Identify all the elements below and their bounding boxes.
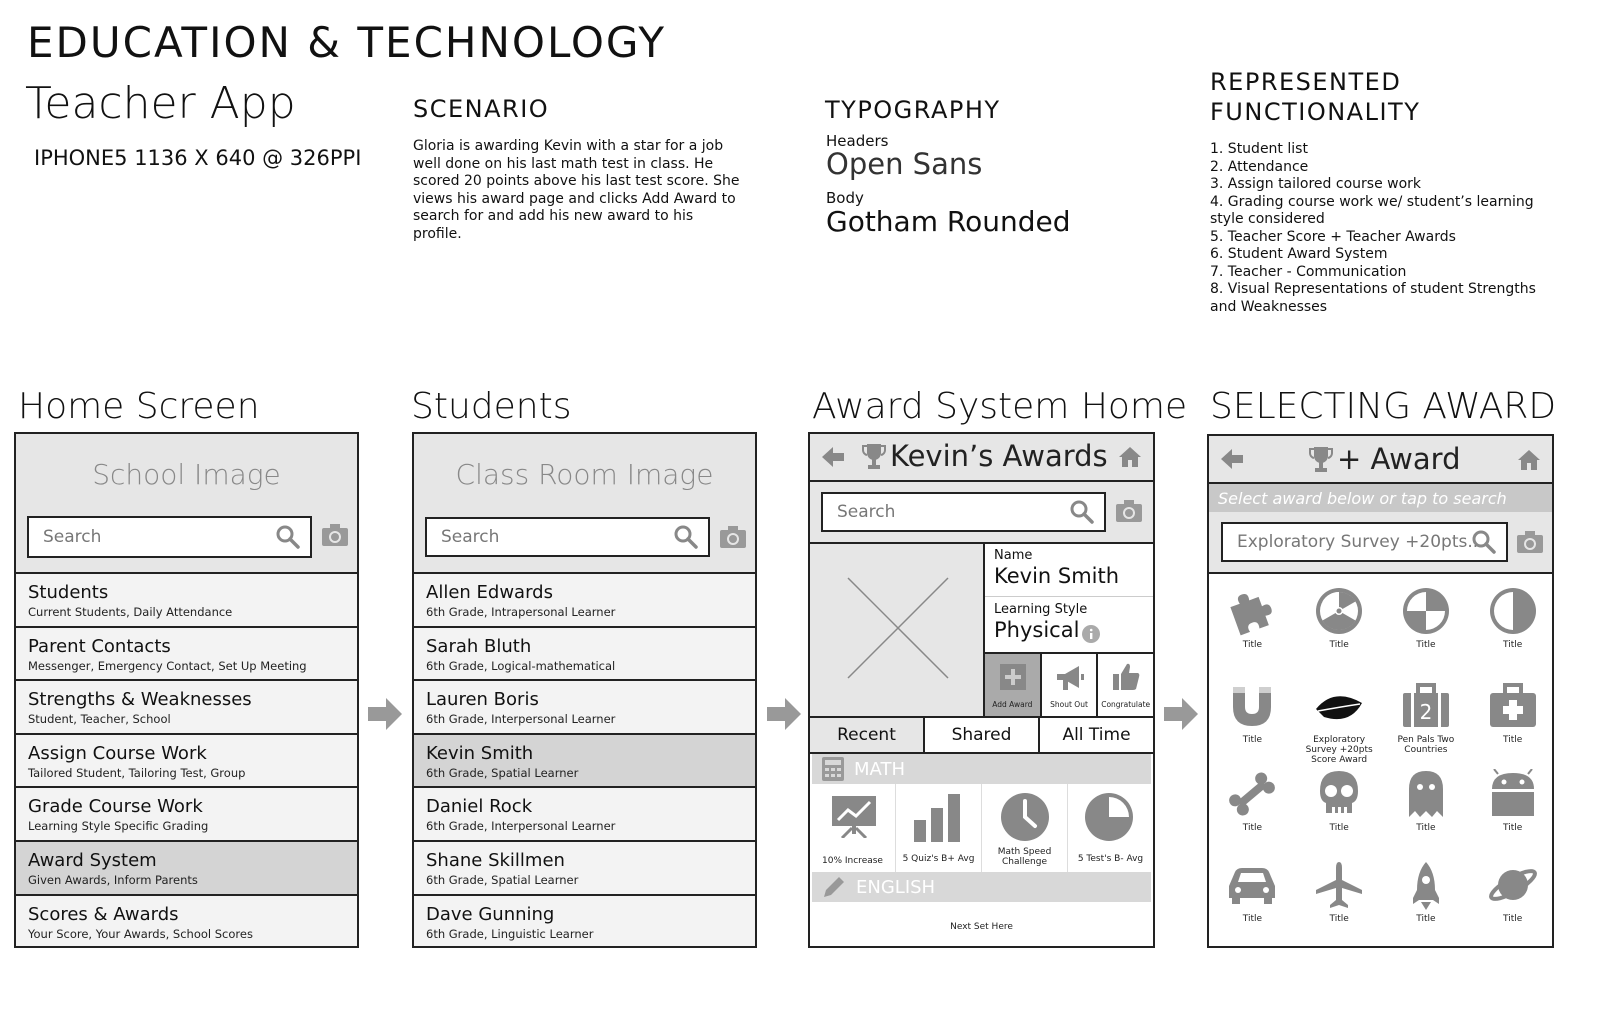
- functionality-item: 7. Teacher - Communication: [1210, 263, 1407, 280]
- selecting-topbar: [1209, 436, 1552, 484]
- home-screen-title: Home Screen: [18, 386, 260, 427]
- school-image-label: School Image: [92, 458, 281, 491]
- math-award-item[interactable]: [810, 784, 896, 872]
- scenario-text: Gloria is awarding Kevin with a star for a job well done on his last math test in class. He scored 20 points above his last test score. She views his award page and clicks Add Award to search for and add his new award to his profile.: [413, 138, 740, 242]
- calculator-icon: [822, 757, 844, 781]
- row-title: Grade Course Work: [28, 796, 203, 818]
- flow-arrow-icon: [368, 698, 402, 730]
- car-icon: [1209, 860, 1296, 914]
- learning-style-value: Physical: [994, 618, 1080, 642]
- android-icon: [1469, 769, 1554, 823]
- classroom-image-hero: [414, 434, 755, 574]
- math-award-label: 10% Increase: [822, 856, 883, 866]
- airplane-icon: [1296, 860, 1383, 914]
- selecting-title: + Award: [1337, 442, 1461, 476]
- profile-image-placeholder: [810, 544, 985, 716]
- math-award-item[interactable]: [1068, 784, 1153, 872]
- scenario-heading: SCENARIO: [413, 95, 550, 123]
- bone-icon: [1209, 769, 1296, 823]
- row-title: Strengths & Weaknesses: [28, 689, 252, 711]
- award-option-label: Title: [1502, 823, 1523, 833]
- row-title: Scores & Awards: [28, 903, 179, 925]
- award-option-label: Title: [1242, 640, 1263, 650]
- row-subtitle: Learning Style Specific Grading: [28, 819, 209, 834]
- shout-out-label: Shout Out: [1050, 700, 1088, 709]
- award-home-topbar: [810, 434, 1153, 482]
- row-subtitle: 6th Grade, Logical-mathematical: [426, 658, 616, 673]
- award-option[interactable]: [1383, 769, 1470, 857]
- first-aid-icon: [1469, 681, 1554, 735]
- award-option-label: Title: [1329, 823, 1349, 833]
- learning-style-label: Learning Style: [994, 602, 1088, 617]
- functionality-heading: REPRESENTED FUNCTIONALITY: [1210, 68, 1421, 126]
- functionality-item: 3. Assign tailored course work: [1210, 176, 1422, 192]
- search-placeholder: Search: [441, 527, 500, 547]
- row-subtitle: Messenger, Emergency Contact, Set Up Meeting: [28, 658, 307, 673]
- camera-icon[interactable]: [322, 524, 348, 546]
- student-name: Kevin Smith: [994, 564, 1120, 588]
- award-tabs: [810, 716, 1153, 754]
- back-arrow-icon[interactable]: [822, 446, 844, 468]
- selecting-search-area: [1209, 512, 1552, 574]
- student-row[interactable]: [414, 628, 755, 682]
- search-icon[interactable]: [1472, 530, 1496, 554]
- menu-row[interactable]: [16, 735, 357, 789]
- row-title: Parent Contacts: [28, 635, 171, 657]
- student-row[interactable]: [414, 735, 755, 789]
- app-name: Teacher App: [25, 78, 296, 129]
- headers-label: Headers: [826, 132, 889, 150]
- row-title: Kevin Smith: [426, 742, 534, 764]
- tab-shared[interactable]: Shared: [925, 718, 1040, 752]
- award-option[interactable]: [1383, 586, 1470, 674]
- student-row[interactable]: [414, 842, 755, 896]
- row-title: Students: [28, 582, 109, 603]
- award-option[interactable]: [1383, 860, 1470, 948]
- selecting-hint: Select award below or tap to search: [1209, 484, 1552, 512]
- award-option-label: Title: [1329, 914, 1349, 924]
- row-subtitle: Student, Teacher, School: [28, 712, 171, 727]
- math-award-item[interactable]: [982, 784, 1068, 872]
- award-option-label: Title: [1416, 640, 1436, 650]
- functionality-item: 8. Visual Representations of student Strengths and Weaknesses: [1210, 281, 1536, 315]
- student-row[interactable]: [414, 681, 755, 735]
- functionality-item: 6. Student Award System: [1210, 246, 1388, 262]
- search-input[interactable]: [27, 516, 312, 558]
- bar-chart-icon: [912, 792, 962, 842]
- award-option-label: Title: [1502, 735, 1523, 745]
- students-screen-title: Students: [411, 386, 572, 427]
- row-subtitle: 6th Grade, Spatial Learner: [426, 873, 579, 887]
- row-title: Sarah Bluth: [426, 635, 532, 657]
- profile-actions: [985, 652, 1153, 716]
- selecting-award-screen-title: SELECTING AWARD: [1210, 386, 1557, 427]
- search-icon[interactable]: [1070, 500, 1094, 524]
- search-placeholder: Search: [837, 502, 896, 522]
- row-title: Daniel Rock: [426, 796, 533, 818]
- award-option-label: Title: [1502, 914, 1523, 924]
- math-award-label: 5 Test's B- Avg: [1077, 854, 1144, 864]
- math-category-header[interactable]: [812, 754, 1151, 784]
- award-option-label: Title: [1502, 640, 1523, 650]
- flow-arrow-icon: [1164, 698, 1198, 730]
- functionality-item: 4. Grading course work we/ student’s learning style considered: [1210, 193, 1534, 227]
- camera-icon[interactable]: [1116, 500, 1142, 522]
- home-screen: [14, 432, 359, 948]
- row-subtitle: 6th Grade, Linguistic Learner: [426, 926, 594, 941]
- menu-row[interactable]: [16, 681, 357, 735]
- typography-heading: TYPOGRAPHY: [825, 96, 1001, 124]
- main-title: EDUCATION & TECHNOLOGY: [27, 18, 667, 67]
- row-subtitle: Your Score, Your Awards, School Scores: [28, 926, 253, 941]
- award-option-label: Title: [1242, 823, 1263, 833]
- leaf-icon: [1296, 681, 1383, 735]
- magnet-icon: [1209, 681, 1296, 735]
- puzzle-icon: [1209, 586, 1296, 640]
- congratulate-button[interactable]: [1098, 654, 1153, 716]
- thumbs-up-icon: [1112, 662, 1140, 692]
- students-screen: [412, 432, 757, 948]
- award-option-label: Title: [1416, 823, 1436, 833]
- row-title: Lauren Boris: [426, 689, 539, 711]
- body-label: Body: [826, 189, 864, 207]
- row-title: Shane Skillmen: [426, 850, 565, 871]
- search-icon[interactable]: [276, 525, 300, 549]
- award-option-label: Title: [1329, 640, 1349, 650]
- award-option[interactable]: [1296, 681, 1383, 769]
- award-search-input[interactable]: [1221, 522, 1508, 562]
- student-row[interactable]: [414, 574, 755, 628]
- search-icon[interactable]: [674, 525, 698, 549]
- quarter-circle-icon: [1383, 586, 1470, 640]
- row-subtitle: 6th Grade, Spatial Learner: [426, 765, 579, 780]
- award-option[interactable]: [1209, 860, 1296, 948]
- home-icon[interactable]: [1518, 450, 1540, 470]
- math-award-label: 5 Quiz's B+ Avg: [902, 854, 975, 864]
- body-font: Gotham Rounded: [826, 205, 1071, 238]
- search-input[interactable]: [425, 517, 710, 557]
- skull-icon: [1296, 769, 1383, 823]
- award-option[interactable]: [1209, 681, 1296, 769]
- menu-row[interactable]: [16, 896, 357, 948]
- rocket-icon: [1383, 860, 1470, 914]
- school-image-hero: [16, 434, 357, 574]
- menu-row[interactable]: [16, 788, 357, 842]
- add-award-label: Add Award: [992, 700, 1033, 709]
- ghost-icon: [1383, 769, 1470, 823]
- students-list: [414, 574, 755, 948]
- row-subtitle: Tailored Student, Tailoring Test, Group: [28, 765, 246, 780]
- row-title: Dave Gunning: [426, 903, 555, 925]
- clock-icon: [1000, 792, 1050, 842]
- award-search-value: Exploratory Survey +20pts..: [1237, 532, 1479, 552]
- award-option-label: Title: [1242, 735, 1263, 745]
- back-arrow-icon[interactable]: [1221, 448, 1243, 470]
- award-option[interactable]: [1296, 860, 1383, 948]
- trophy-icon: [862, 443, 886, 471]
- shout-out-button[interactable]: [1042, 654, 1099, 716]
- functionality-item: 1. Student list: [1210, 141, 1308, 157]
- math-award-item[interactable]: [896, 784, 982, 872]
- half-circle-icon: [1469, 586, 1554, 640]
- pie-chart-icon: [1084, 792, 1134, 842]
- trophy-icon: [1309, 446, 1333, 474]
- math-award-label: Math Speed Challenge: [997, 847, 1052, 867]
- home-icon[interactable]: [1119, 447, 1141, 467]
- tab-recent[interactable]: Recent: [810, 718, 925, 752]
- award-option[interactable]: [1469, 586, 1554, 674]
- row-title: Allen Edwards: [426, 582, 553, 603]
- functionality-item: 2. Attendance: [1210, 158, 1309, 175]
- profile-divider: [985, 596, 1153, 597]
- english-category-header[interactable]: [812, 872, 1151, 902]
- radiation-icon: [1296, 586, 1383, 640]
- functionality-list: [1210, 141, 1560, 316]
- award-home-screen-title: Award System Home: [812, 386, 1188, 427]
- camera-icon[interactable]: [1517, 531, 1543, 553]
- selecting-award-screen: [1207, 434, 1554, 948]
- presentation-chart-icon: [830, 794, 878, 838]
- row-subtitle: 6th Grade, Interpersonal Learner: [426, 712, 616, 727]
- name-label: Name: [994, 548, 1033, 563]
- award-option[interactable]: [1469, 681, 1554, 769]
- award-option[interactable]: [1296, 586, 1383, 674]
- award-option[interactable]: [1383, 681, 1470, 769]
- search-input[interactable]: [821, 492, 1106, 532]
- award-option-label: Title: [1242, 914, 1263, 924]
- menu-row[interactable]: [16, 842, 357, 896]
- next-set-placeholder: Next Set Here: [950, 922, 1013, 932]
- award-option-label: Exploratory Survey +20pts Score Award: [1305, 735, 1373, 765]
- headers-font: Open Sans: [826, 147, 983, 181]
- flow-arrow-icon: [767, 698, 801, 730]
- student-row[interactable]: [414, 788, 755, 842]
- award-option[interactable]: [1209, 769, 1296, 857]
- classroom-image-label: Class Room Image: [455, 458, 714, 491]
- plus-icon: [1000, 664, 1026, 690]
- suitcase-icon: [1383, 681, 1470, 735]
- tab-all-time[interactable]: All Time: [1040, 718, 1153, 752]
- award-option-label: Title: [1416, 914, 1436, 924]
- award-home-screen: [808, 432, 1155, 948]
- add-award-button[interactable]: [985, 654, 1042, 716]
- award-option[interactable]: [1469, 860, 1554, 948]
- row-subtitle: 6th Grade, Interpersonal Learner: [426, 819, 616, 834]
- congratulate-label: Congratulate: [1101, 700, 1151, 709]
- student-row[interactable]: [414, 896, 755, 948]
- row-subtitle: Current Students, Daily Attendance: [28, 605, 233, 619]
- award-search-area: [810, 482, 1153, 544]
- award-home-title: Kevin’s Awards: [890, 439, 1108, 473]
- search-placeholder: Search: [43, 527, 102, 547]
- award-option[interactable]: [1209, 586, 1296, 674]
- info-icon[interactable]: [1082, 625, 1100, 643]
- menu-row[interactable]: [16, 628, 357, 682]
- award-icon-grid: [1209, 574, 1552, 946]
- home-menu-list: [16, 574, 357, 948]
- camera-icon[interactable]: [720, 526, 746, 548]
- english-category-label: ENGLISH: [856, 876, 936, 898]
- row-subtitle: 6th Grade, Intrapersonal Learner: [426, 605, 616, 619]
- menu-row[interactable]: [16, 574, 357, 628]
- row-title: Assign Course Work: [28, 742, 207, 764]
- award-option[interactable]: [1296, 769, 1383, 857]
- award-option[interactable]: [1469, 769, 1554, 857]
- svg-text:2: 2: [1419, 700, 1433, 724]
- math-category-label: MATH: [854, 758, 905, 780]
- functionality-item: 5. Teacher Score + Teacher Awards: [1210, 228, 1456, 245]
- row-subtitle: Given Awards, Inform Parents: [28, 873, 198, 887]
- math-awards-row: [810, 784, 1153, 872]
- megaphone-icon: [1055, 664, 1085, 692]
- planet-icon: [1469, 860, 1554, 914]
- pencil-icon: [824, 877, 844, 897]
- award-option-label: Pen Pals Two Countries: [1397, 735, 1455, 755]
- row-title: Award System: [28, 850, 157, 871]
- device-spec: IPHONE5 1136 X 640 @ 326PPI: [34, 146, 362, 170]
